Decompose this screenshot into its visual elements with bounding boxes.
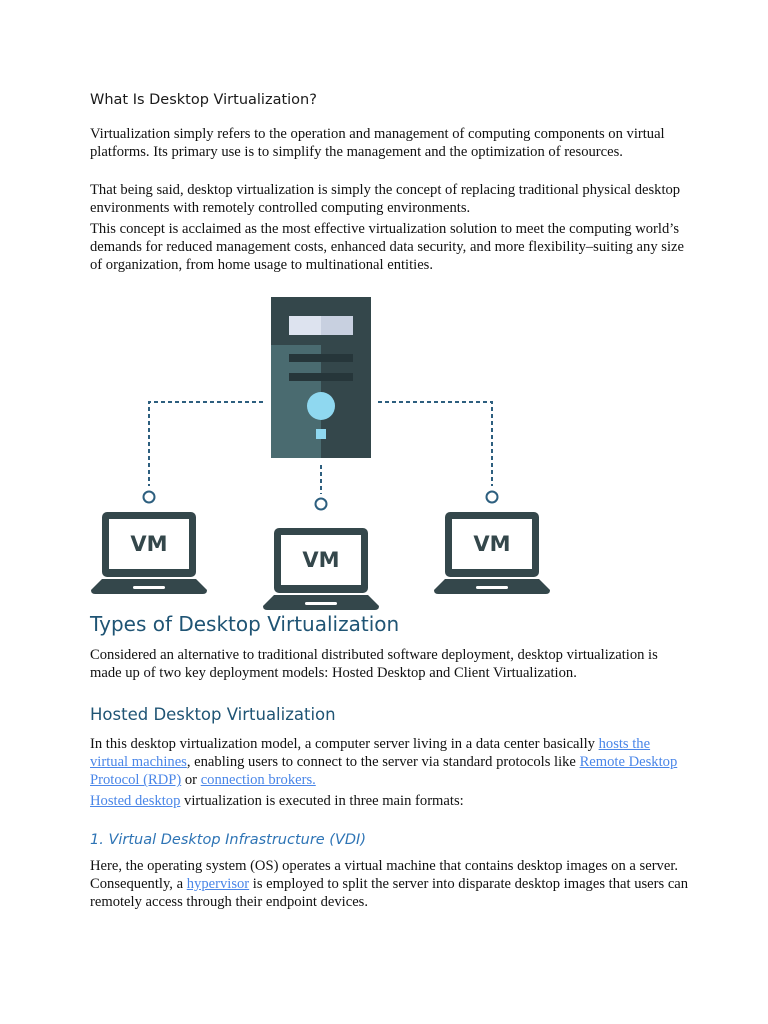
hosted-desktop-link[interactable]: Hosted desktop bbox=[90, 793, 181, 809]
hosts-virtual-machines-link[interactable]: hosts the virtual machines bbox=[90, 736, 651, 771]
intro-paragraph-3: This concept is acclaimed as the most effective virtualization solution to meet the computing world’s demands for reduced management costs, enhanced data security, and more flexibility–suiting any size of organization, from home usage to multinational entities. bbox=[90, 221, 684, 274]
connection-brokers-link[interactable]: connection brokers. bbox=[200, 772, 316, 789]
intro-paragraph-1: Virtualization simply refers to the operation and management of computing components on virtual platforms. Its primary use is to simplify the management and the optimization of resources. bbox=[90, 126, 665, 161]
intro-paragraph-2: That being said, desktop virtualization is simply the concept of replacing traditional physical desktop environments with remotely controlled computing environments. bbox=[90, 182, 681, 217]
laptop-icon-center bbox=[263, 528, 379, 610]
hosted-text-3: or bbox=[181, 772, 201, 789]
connection-endpoints bbox=[144, 492, 498, 510]
server-tower-icon bbox=[271, 297, 371, 458]
vm-label-right: VM bbox=[473, 532, 511, 556]
hosted-text-1: In this desktop virtualization model, a computer server living in a data center basically bbox=[90, 736, 599, 752]
laptop-icon-left bbox=[91, 512, 207, 594]
vdi-text-1: Here, the operating system (OS) operates a virtual machine that contains desktop images on a server. Consequently, a bbox=[90, 858, 679, 893]
hosted-formats-text: virtualization is executed in three main formats: bbox=[180, 793, 464, 809]
hosted-text-2: , enabling users to connect to the server via standard protocols like bbox=[186, 754, 580, 771]
vm-label-left: VM bbox=[130, 532, 168, 556]
hypervisor-link[interactable]: hypervisor bbox=[186, 876, 250, 893]
vm-server-illustration bbox=[88, 290, 558, 610]
rdp-link[interactable]: Remote Desktop Protocol (RDP) bbox=[90, 754, 678, 789]
hosted-paragraph-2 bbox=[90, 792, 690, 810]
vdi-heading: 1. Virtual Desktop Infrastructure (VDI) bbox=[90, 832, 366, 848]
article-heading: What Is Desktop Virtualization? bbox=[90, 92, 317, 108]
hosted-paragraph-1 bbox=[90, 735, 690, 790]
types-paragraph: Considered an alternative to traditional distributed software deployment, desktop virtualization is made up of two key deployment models: Hosted Desktop and Client Virtualization. bbox=[90, 647, 658, 682]
types-heading: Types of Desktop Virtualization bbox=[90, 612, 400, 636]
vdi-paragraph bbox=[90, 857, 690, 912]
vdi-text-2: is employed to split the server into disparate desktop images that users can remotely access through their endpoint devices. bbox=[90, 876, 689, 911]
laptop-icon-right bbox=[434, 512, 550, 594]
hosted-heading: Hosted Desktop Virtualization bbox=[90, 705, 336, 724]
vm-label-center: VM bbox=[302, 548, 340, 572]
